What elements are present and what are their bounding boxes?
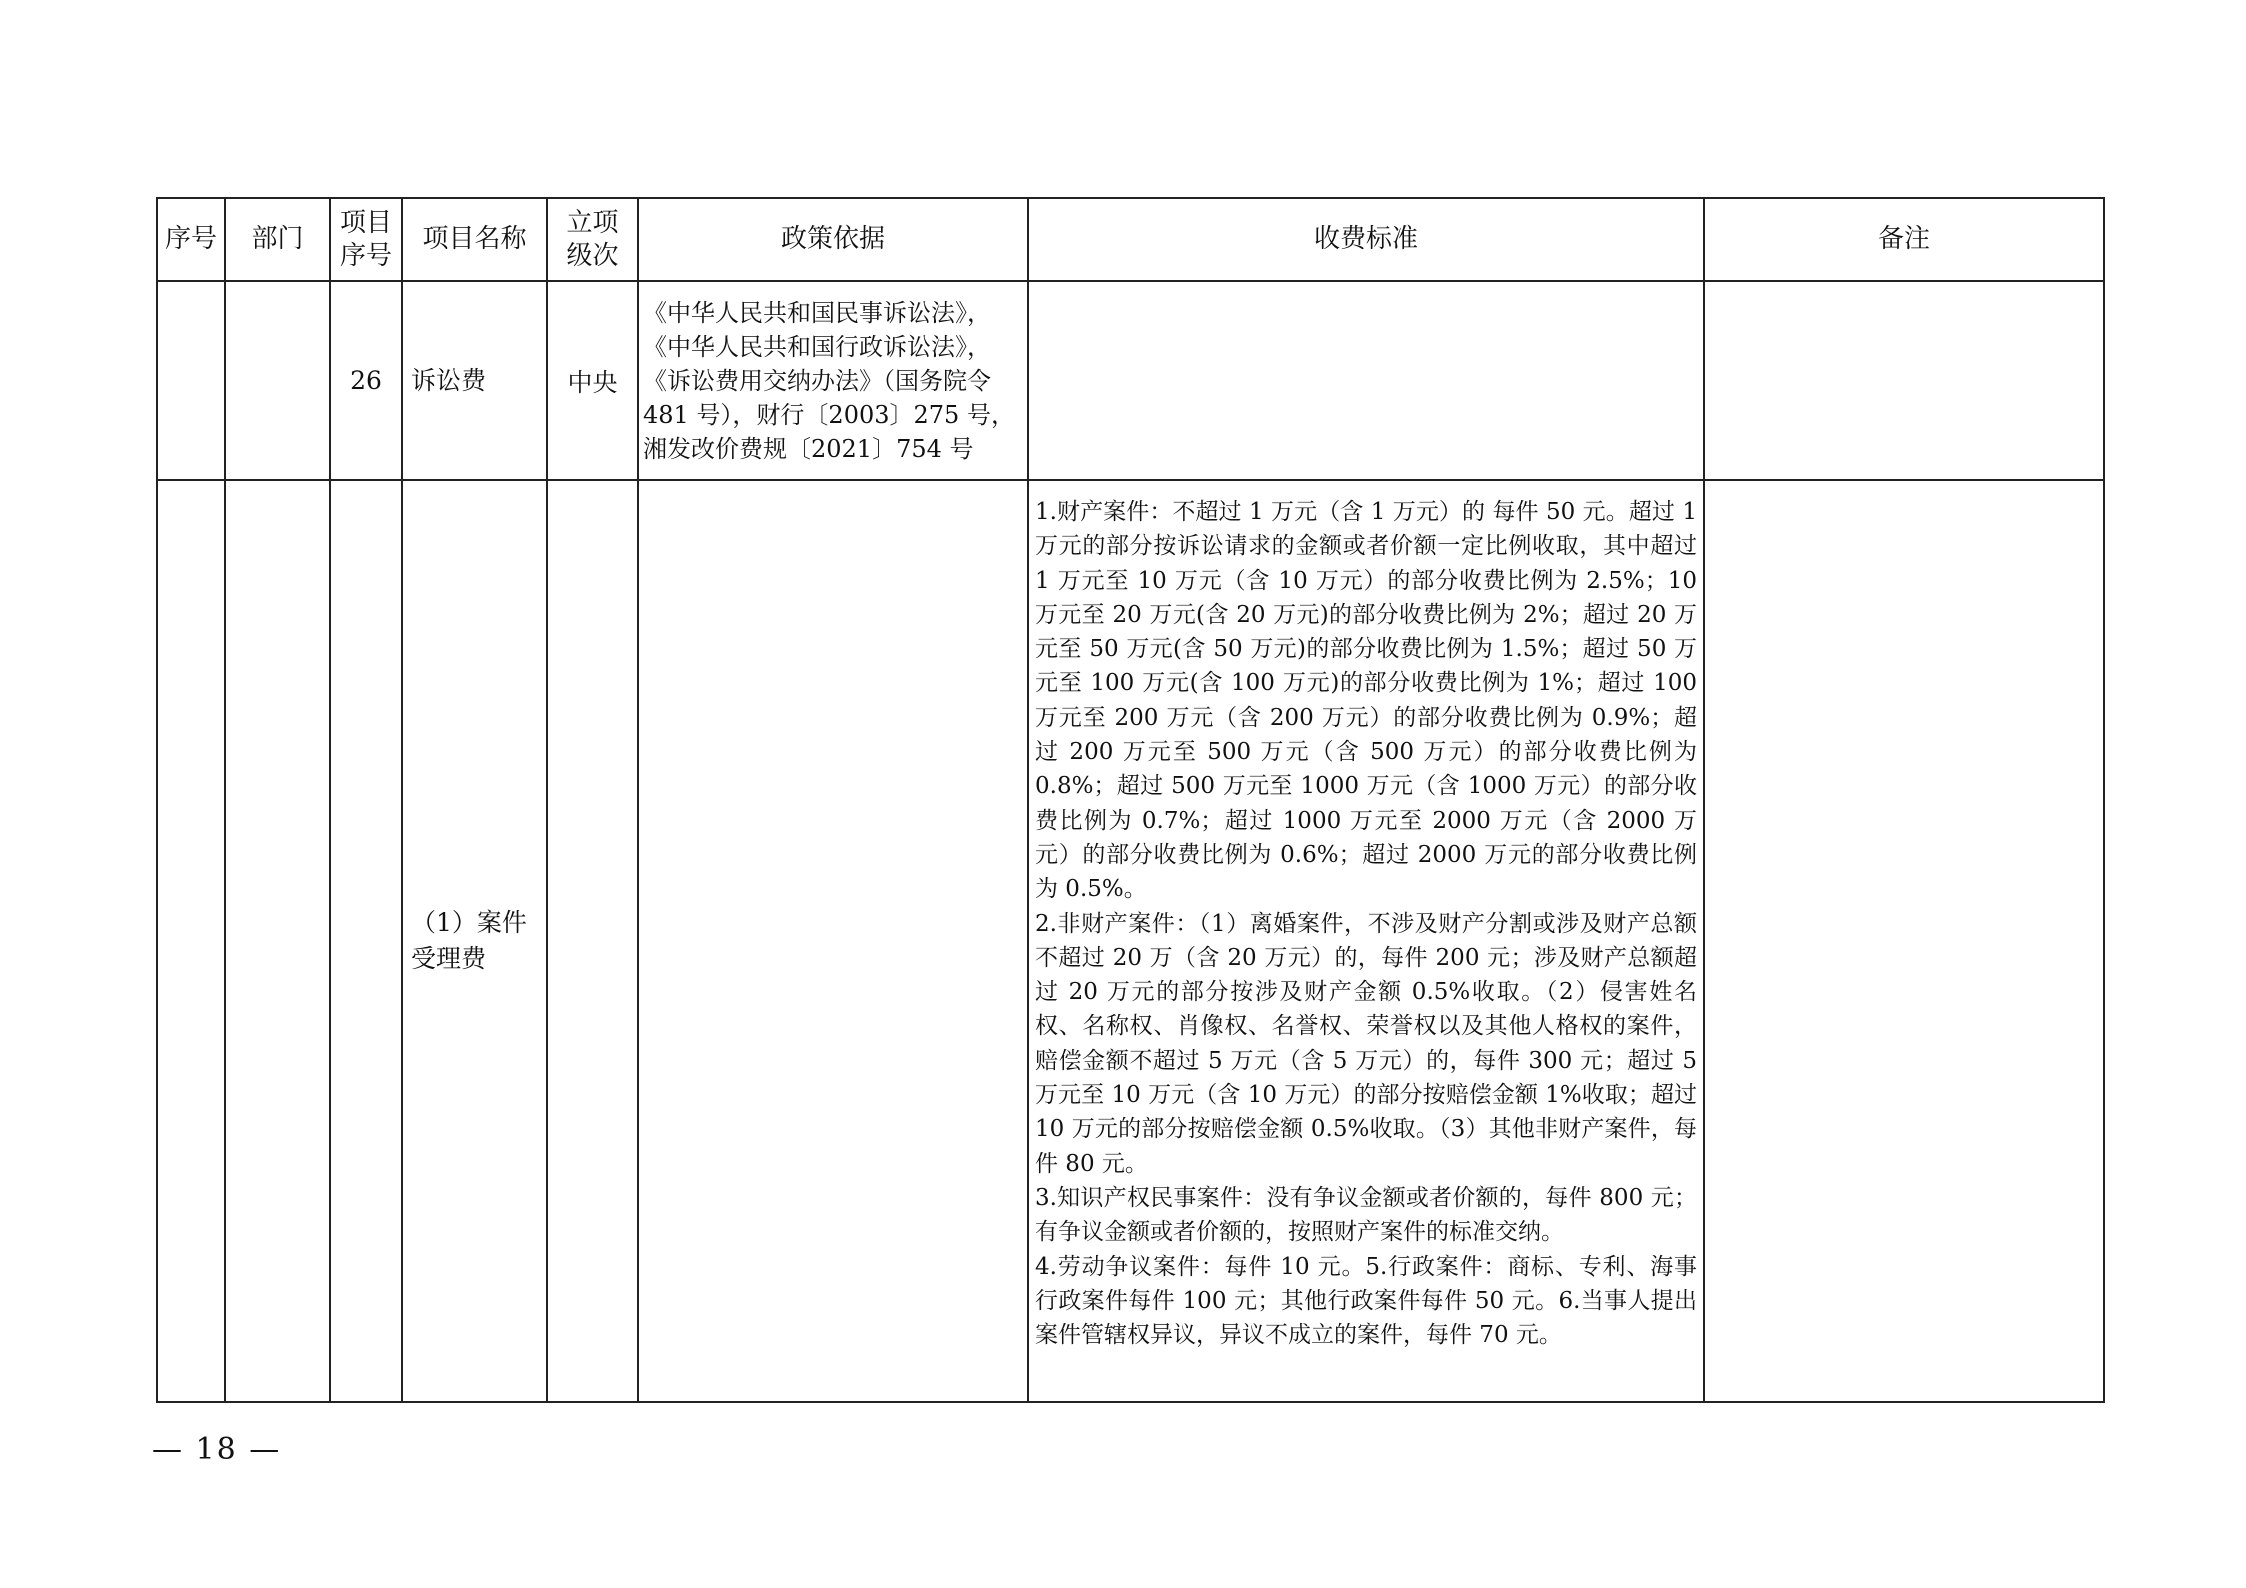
cell-remarks [1704, 480, 2104, 1402]
header-department: 部门 [225, 198, 330, 281]
cell-department [225, 281, 330, 480]
cell-level: 中央 [547, 281, 638, 480]
cell-item-seq: 26 [330, 281, 402, 480]
page-number: — 18 — [152, 1432, 282, 1467]
cell-remarks [1704, 281, 2104, 480]
cell-policy [638, 480, 1028, 1402]
header-item-name: 项目名称 [402, 198, 547, 281]
table-row [157, 480, 2104, 1402]
policy-line: 湘发改价费规〔2021〕754 号 [643, 434, 974, 463]
header-level [547, 198, 638, 281]
header-level-line2: 级次 [566, 240, 619, 271]
header-item-seq-line1: 项目 [339, 207, 392, 238]
cell-policy [638, 281, 1028, 480]
cell-level [547, 480, 638, 1402]
header-row [157, 198, 2104, 281]
cell-item-name: （1）案件受理费 [402, 480, 547, 1402]
fee-table [156, 197, 2105, 1403]
cell-standard [1028, 281, 1704, 480]
standard-paragraph: 1.财产案件：不超过 1 万元（含 1 万元）的 每件 50 元。超过 1 万元的部分按诉讼请求的金额或者价额一定比例收取，其中超过 1 万元至 10 万元（含 10 万元）的部分收费比例为 2.5%；10 万元至 20 万元(含 20 万元)的部分收费比例为 2%；超过 20 万元至 50 万元(含 50 万元)的部分收费比例为 1.5%；超过 50 万元至 100 万元(含 100 万元)的部分收费比例为 1%；超过 100 万元至 200 万元（含 200 万元）的部分收费比例为 0.9%；超过 200 万元至 500 万元（含 500 万元）的部分收费比例为 0.8%；超过 500 万元至 1000 万元（含 1000 万元）的部分收费比例为 0.7%；超过 1000 万元至 2000 万元（含 2000 万元）的部分收费比例为 0.6%；超过 2000 万元的部分收费比例为 0.5%。 [1035, 499, 1697, 903]
cell-seq [157, 281, 225, 480]
table-row [157, 281, 2104, 480]
header-remarks: 备注 [1704, 198, 2104, 281]
header-level-line1: 立项 [566, 207, 619, 238]
policy-line: 《诉讼费用交纳办法》（国务院令 [643, 366, 991, 395]
cell-seq [157, 480, 225, 1402]
cell-standard [1028, 480, 1704, 1402]
standard-paragraph: 3.知识产权民事案件：没有争议金额或者价额的，每件 800 元；有争议金额或者价额的，按照财产案件的标准交纳。 [1035, 1184, 1697, 1246]
cell-department [225, 480, 330, 1402]
policy-line: 《中华人民共和国行政诉讼法》， [643, 332, 991, 361]
header-policy: 政策依据 [638, 198, 1028, 281]
standard-paragraph: 4.劳动争议案件：每件 10 元。5.行政案件：商标、专利、海事行政案件每件 100 元；其他行政案件每件 50 元。6.当事人提出案件管辖权异议，异议不成立的案件，每件 70 元。 [1035, 1253, 1697, 1349]
standard-paragraph: 2.非财产案件：（1）离婚案件，不涉及财产分割或涉及财产总额不超过 20 万（含 20 万元）的，每件 200 元；涉及财产总额超过 20 万元的部分按涉及财产金额 0.5%收取。（2）侵害姓名权、名称权、肖像权、名誉权、荣誉权以及其他人格权的案件，赔偿金额不超过 5 万元（含 5 万元）的，每件 300 元；超过 5 万元至 10 万元（含 10 万元）的部分按赔偿金额 1%收取；超过 10 万元的部分按赔偿金额 0.5%收取。（3）其他非财产案件，每件 80 元。 [1035, 910, 1697, 1177]
header-standard: 收费标准 [1028, 198, 1704, 281]
header-item-seq-line2: 序号 [339, 240, 392, 271]
cell-item-seq [330, 480, 402, 1402]
header-item-seq [330, 198, 402, 281]
cell-item-name: 诉讼费 [402, 281, 547, 480]
policy-line: 481 号），财行〔2003〕275 号， [643, 400, 1015, 429]
policy-line: 《中华人民共和国民事诉讼法》， [643, 298, 991, 327]
header-seq: 序号 [157, 198, 225, 281]
